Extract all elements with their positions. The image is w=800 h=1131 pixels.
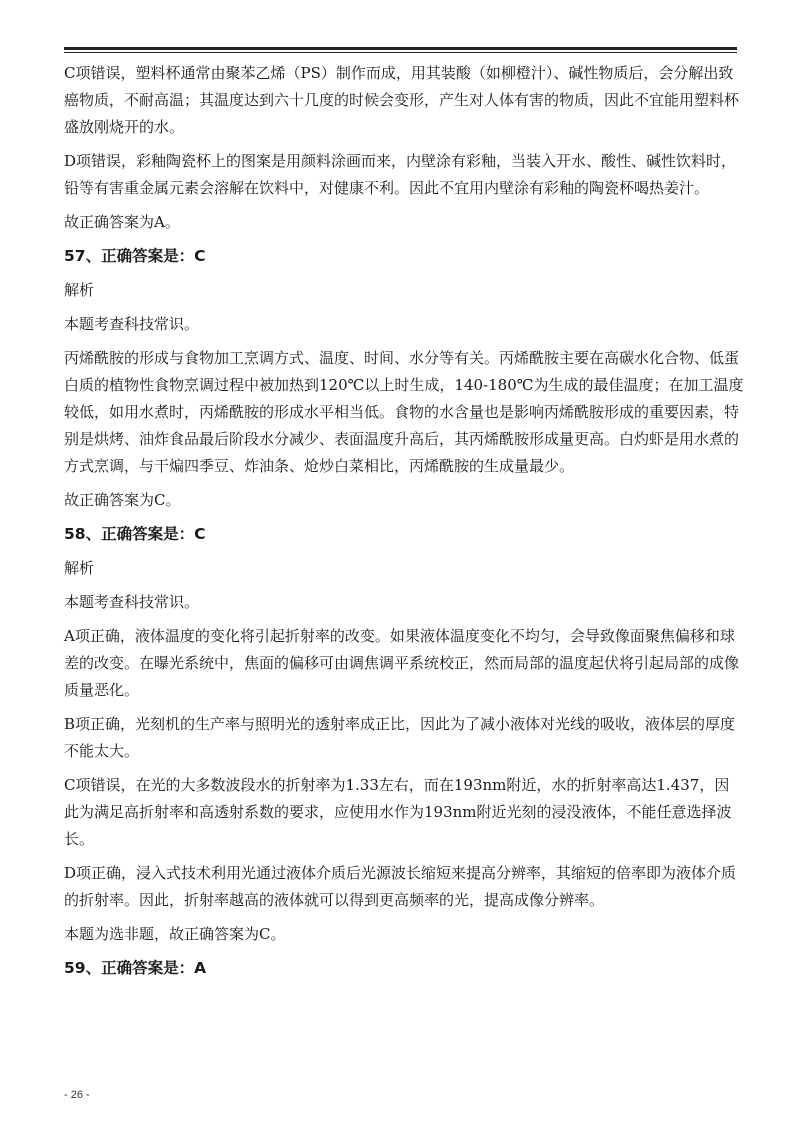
paragraph: 故正确答案为A。 [64,213,180,231]
paragraph: C项错误，塑料杯通常由聚苯乙烯（PS）制作而成，用其装酸（如柳橙汁）、碱性物质后，会分解出致癌物质，不耐高温；其温度达到六十几度的时候会变形，产生对人体有害的物质，因此不宜能用塑料杯盛放刚烧开的水。 [64,64,740,136]
paragraph: 丙烯酰胺的形成与食物加工烹调方式、温度、时间、水分等有关。丙烯酰胺主要在高碳水化合物、低蛋白质的植物性食物烹调过程中被加热到120℃以上时生成，140-180℃为生成的最佳温度；在加工温度较低，如用水煮时，丙烯酰胺的形成水平相当低。食物的水含量也是影响丙烯酰胺形成的重要因素，特别是烘烤、油炸食品最后阶段水分减少、表面温度升高后，其丙烯酰胺形成量更高。白灼虾是用水煮的方式烹调，与干煸四季豆、炸油条、炝炒白菜相比，丙烯酰胺的生成量最少。 [64,349,744,475]
paragraph: C项错误，在光的大多数波段水的折射率为1.33左右，而在193nm附近，水的折射率高达1.437，因此为满足高折射率和高透射系数的要求，应使用水作为193nm附近光刻的浸没液体，不能任意选择波长。 [64,776,732,848]
paragraph: 解析 [64,559,95,577]
document-body [64,60,744,989]
paragraph: 本题考查科技常识。 [64,593,200,611]
paragraph: 解析 [64,281,95,299]
answer-heading: 59、正确答案是：A [64,959,207,977]
answer-heading: 57、正确答案是：C [64,247,206,265]
paragraph: B项正确，光刻机的生产率与照明光的透射率成正比，因此为了减小液体对光线的吸收，液体层的厚度不能太大。 [64,715,736,760]
header-rule-thick [64,47,737,50]
paragraph: 本题为选非题，故正确答案为C。 [64,925,286,943]
paragraph: D项正确，浸入式技术利用光通过液体介质后光源波长缩短来提高分辨率，其缩短的倍率即为液体介质的折射率。因此，折射率越高的液体就可以得到更高频率的光，提高成像分辨率。 [64,864,737,909]
answer-heading: 58、正确答案是：C [64,525,206,543]
page-number: - 26 - [64,1089,90,1101]
paragraph: 故正确答案为C。 [64,491,181,509]
header-rule-thin [64,52,737,53]
paragraph: A项正确，液体温度的变化将引起折射率的改变。如果液体温度变化不均匀，会导致像面聚焦偏移和球差的改变。在曝光系统中，焦面的偏移可由调焦调平系统校正，然而局部的温度起伏将引起局部的成像质量恶化。 [64,627,740,699]
paragraph: D项错误，彩釉陶瓷杯上的图案是用颜料涂画而来，内壁涂有彩釉，当装入开水、酸性、碱性饮料时，铅等有害重金属元素会溶解在饮料中，对健康不利。因此不宜用内壁涂有彩釉的陶瓷杯喝热姜汁。 [64,152,737,197]
paragraph: 本题考查科技常识。 [64,315,200,333]
